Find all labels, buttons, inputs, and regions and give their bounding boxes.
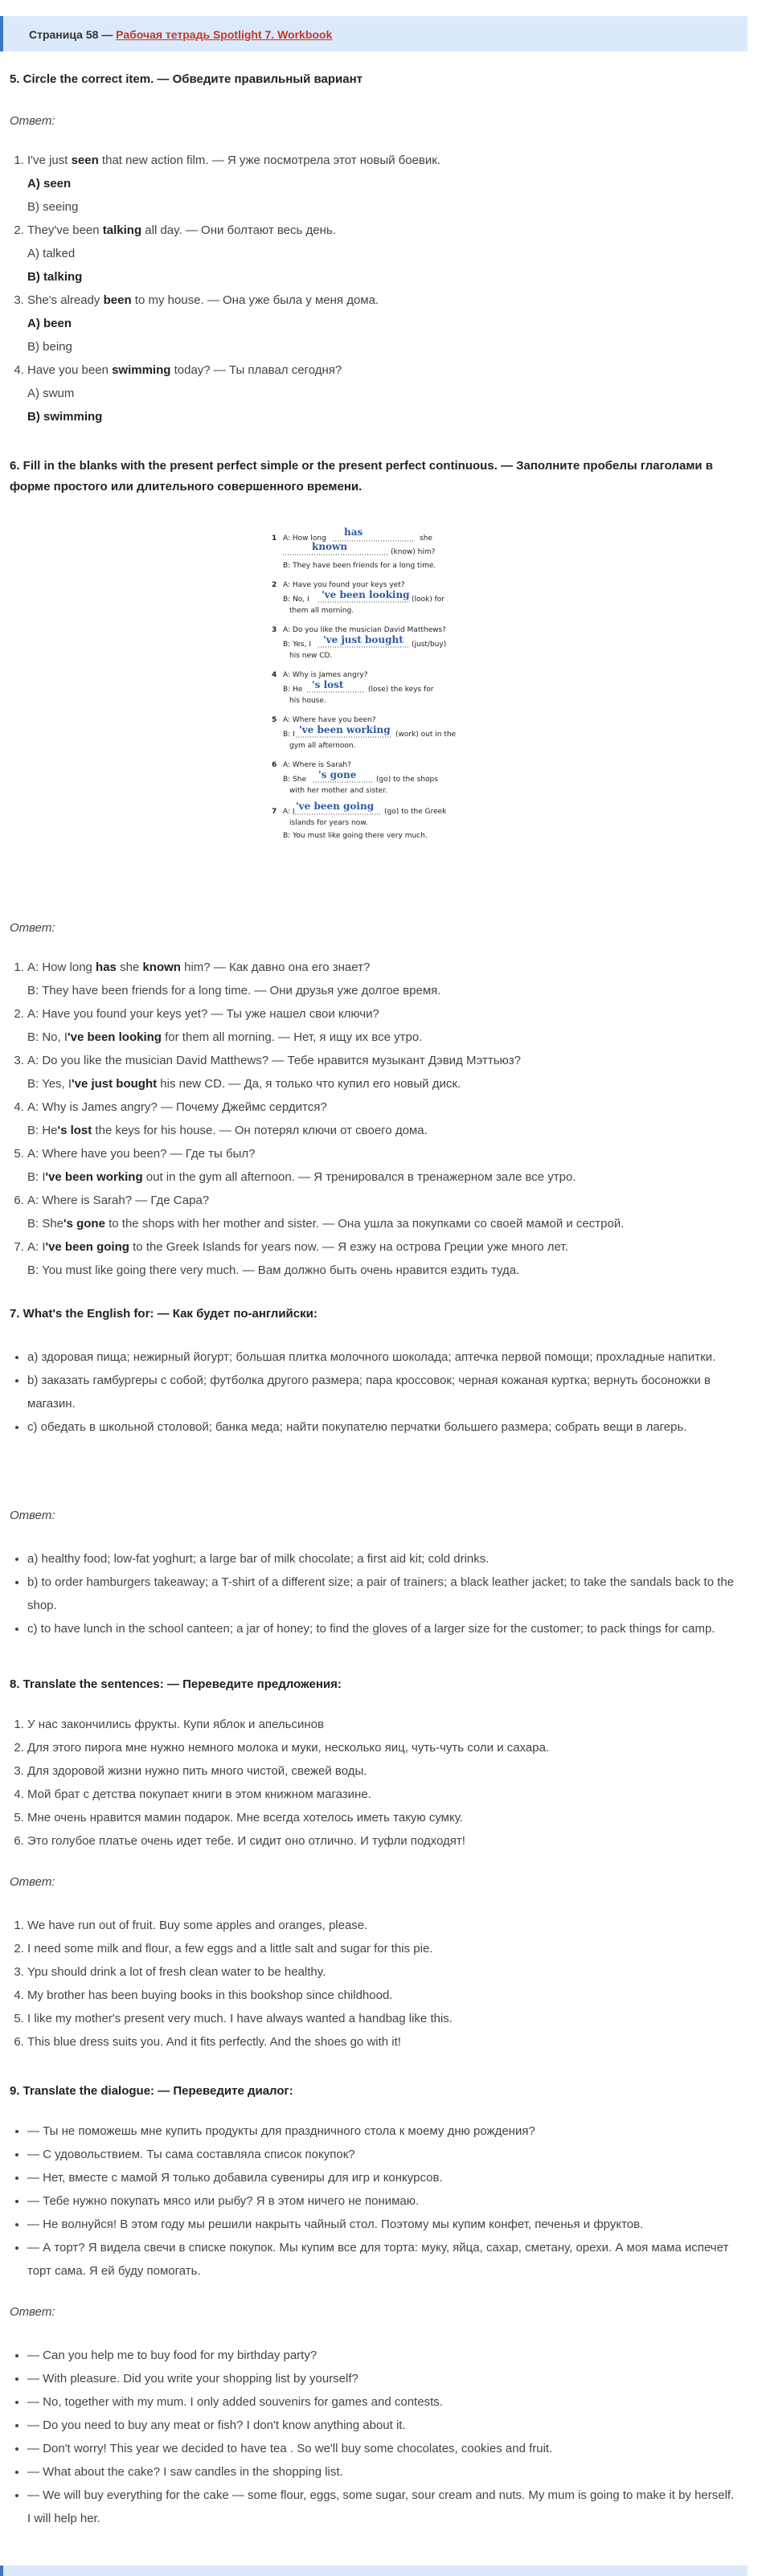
s6-item [27,1049,735,1096]
tb-num: 3 [272,626,277,634]
s6-text: to the shops with her mother and sister. — Она ушла за покупками со своей мамой и сестрой. [104,1217,625,1231]
tb-handwriting: 's lost [312,679,344,690]
tb-handwriting: 've been going [296,801,375,812]
tb-line: B: I [283,731,295,739]
s6-reply: B: They have been friends for a long time. — Они друзья уже долгое время. [27,984,441,997]
s8-question: 6. Это голубое платье очень идет тебе. И сидит оно отлично. И туфли подходят! [27,1829,735,1853]
s9-line: • — Ты не поможешь мне купить продукты для праздничного стола к моему дню рождения? [27,2119,735,2143]
tb-line: his house. [289,697,326,705]
s5-q-key: swimming [112,363,171,377]
tb-line: gym all afternoon. [289,742,356,750]
s6-text: for them all morning. — Нет, я ищу их все утро. [161,1030,423,1044]
s6-text: B: Yes, I [27,1077,72,1091]
s6-key: 's lost [57,1124,92,1137]
s6-text: A: Where have you been? — Где ты был? [27,1147,256,1161]
s5-q-text: to my house. — Она уже была у меня дома. [131,293,379,307]
s8-answer: 6. This blue dress suits you. And it fits perfectly. And the shoes go with it! [27,2030,735,2054]
tb-line: A: Have you found your keys yet? [283,581,405,589]
s6-text: him? — Как давно она его знает? [180,960,371,974]
s5-q-text: today? — Ты плавал сегодня? [170,363,342,377]
tb-line: B: They have been friends for a long time. [283,562,436,570]
s6-text: out in the gym all afternoon. — Я тренировался в тренажерном зале все утро. [142,1170,576,1184]
s6-text: A: Why is James angry? — Почему Джеймс сердится? [27,1100,327,1114]
s5-item [27,358,735,428]
s9-answer: • — Can you help me to buy food for my birthday party? [27,2344,735,2367]
tb-line: B: No, I [283,596,309,604]
tb-line: A: Do you like the musician David Matthews? [283,626,446,634]
s9-line: • — Не волнуйся! В этом году мы решили накрыть чайный стол. Поэтому мы купим конфет, печенья и фруктов. [27,2213,735,2236]
s9-answer: • — With pleasure. Did you write your shopping list by yourself? [27,2367,735,2390]
s8-question: 1. У нас закончились фрукты. Купи яблок и апельсинов [27,1713,735,1736]
tb-line: islands for years now. [289,819,368,827]
s6-text: B: He [27,1124,58,1137]
tb-line: with her mother and sister. [289,787,387,795]
header-row [29,28,332,41]
s5-q-text: that new action film. — Я уже посмотрела этот новый боевик. [98,154,441,167]
s5-list [27,149,735,428]
tb-line: (go) to the Greek [384,808,447,816]
s5-option: B) being [27,340,72,354]
s6-text: B: She [27,1217,64,1231]
s6-key: 've been working [45,1170,143,1184]
s9-line: • — Тебе нужно покупать мясо или рыбу? Я в этом ничего не понимаю. [27,2189,735,2213]
tb-num: 6 [272,761,277,769]
s7-question: • a) здоровая пища; нежирный йогурт; большая плитка молочного шоколада; аптечка первой помощи; прохладные напитки. [27,1345,735,1369]
tb-num: 4 [272,671,277,679]
s5-option: B) swimming [27,410,103,424]
tb-line: A: I [283,808,295,816]
s5-option: A) talked [27,247,76,260]
tb-handwriting: 's gone [318,769,357,780]
s8-question: 5. Мне очень нравится мамин подарок. Мне всегда хотелось иметь такую сумку. [27,1806,735,1829]
s9-answers [27,2344,735,2530]
s9-answer-label: Ответ: [10,2305,55,2319]
tb-handwriting: has [344,526,363,538]
s6-key: known [142,960,181,974]
s5-q-key: seen [71,154,99,167]
s7-answer: • c) to have lunch in the school canteen; a jar of honey; to find the gloves of a larger size for the customer; to pack things for camp. [27,1617,735,1640]
s6-reply [27,1026,735,1049]
tb-line: (know) him? [391,548,436,556]
s6-reply [27,1119,735,1142]
s5-option: B) talking [27,270,83,284]
tb-line: (look) for [412,596,444,604]
s6-text: A: Where is Sarah? — Где Сара? [27,1194,210,1207]
s7-answer: • a) healthy food; low-fat yoghurt; a large bar of milk chocolate; a first aid kit; cold drinks. [27,1547,735,1571]
tb-line: A: Why is James angry? [283,671,368,679]
s6-item [27,1002,735,1049]
s6-list [27,956,735,1282]
s6-key: 's gone [63,1217,105,1231]
tb-line: A: How long [283,534,326,543]
s6-text: A: Have you found your keys yet? — Ты уже нашел свои ключи? [27,1007,379,1021]
s6-text: she [116,960,143,974]
tb-line: B: She [283,776,307,784]
s6-text: B: I [27,1170,46,1184]
s6-reply [27,1165,735,1189]
s9-questions [27,2119,735,2283]
page-header [0,16,748,51]
tb-num: 1 [272,534,277,543]
tb-handwriting: 've been working [299,724,391,735]
s7-question: • b) заказать гамбургеры с собой; футболка другого размера; пара кроссовок; черная кожаная куртка; вернуть босоножки в магазин. [27,1369,735,1415]
s5-q-text: They've been [27,223,103,237]
tb-line: them all morning. [289,607,354,615]
s7-answer-label: Ответ: [10,1509,55,1522]
s8-answers [27,1914,735,2054]
s6-item [27,1096,735,1142]
s5-option: A) swum [27,387,75,400]
s5-q-key: been [103,293,132,307]
s8-question: 2. Для этого пирога мне нужно немного молока и муки, несколько яиц, чуть-чуть соли и сахара. [27,1736,735,1759]
tb-line: A: Where is Sarah? [283,761,351,769]
tb-handwriting: 've been looking [322,589,410,600]
s6-key: 've been looking [68,1030,162,1044]
s5-q-text: all day. — Они болтают весь день. [141,223,336,237]
s6-item [27,1142,735,1189]
s7-answers [27,1547,735,1640]
tb-line: (go) to the shops [376,776,438,784]
s6-text: A: How long [27,960,96,974]
s8-title: 8. Translate the sentences: — Переведите предложения: [10,1677,342,1691]
s8-answer: 2. I need some milk and flour, a few eggs and a little salt and sugar for this pie. [27,1937,735,1960]
s8-answer: 1. We have run out of fruit. Buy some apples and oranges, please. [27,1914,735,1937]
s9-title: 9. Translate the dialogue: — Переведите диалог: [10,2084,293,2098]
s5-answer-label: Ответ: [10,114,55,128]
s6-answer-label: Ответ: [10,921,55,935]
s6-item [27,1189,735,1235]
tb-line: B: Yes, I [283,641,311,649]
s7-questions [27,1345,735,1439]
s8-answer: 5. I like my mother's present very much. I have always wanted a handbag like this. [27,2007,735,2030]
tb-line: (just/buy) [412,641,447,649]
s5-title: 5. Circle the correct item. — Обведите правильный вариант [10,72,363,86]
s6-key: has [96,960,117,974]
s6-key: 've been going [45,1240,129,1254]
s6-reply [27,1212,735,1235]
tb-num: 7 [272,808,277,816]
s5-q-text: Have you been [27,363,113,377]
workbook-link[interactable]: Рабочая тетрадь Spotlight 7. Workbook [116,28,333,41]
s8-answer-label: Ответ: [10,1875,55,1889]
s6-text: to the Greek Islands for years now. — Я езжу на острова Греции уже много лет. [129,1240,568,1254]
tb-line: his new CD. [289,652,333,660]
s9-answer: • — What about the cake? I saw candles in the shopping list. [27,2460,735,2484]
tb-line: (lose) the keys for [368,686,434,694]
s5-q-text: I've just [27,154,72,167]
page-footer-bar [0,2566,748,2576]
s5-option: B) seeing [27,200,79,214]
s5-item [27,149,735,219]
tb-handwriting: 've just bought [323,634,404,645]
s9-answer: • — We will buy everything for the cake — some flour, eggs, some sugar, sour cream and nuts. My mum is going to make it by herself. I will help her. [27,2484,735,2530]
s5-item [27,289,735,358]
s7-question: • c) обедать в школьной столовой; банка меда; найти покупателю перчатки большего размера; собрать вещи в лагерь. [27,1415,735,1439]
s9-answer: • — No, together with my mum. I only added souvenirs for games and contests. [27,2390,735,2414]
tb-line: B: You must like going there very much. [283,832,428,840]
s5-option: A) seen [27,177,72,190]
s6-item [27,1235,735,1282]
s6-item [27,956,735,1002]
s6-text: his new CD. — Да, я только что купил его новый диск. [157,1077,461,1091]
s8-answer: 4. My brother has been buying books in this bookshop since childhood. [27,1984,735,2007]
s9-answer: • — Do you need to buy any meat or fish? I don't know anything about it. [27,2414,735,2437]
s6-key: 've just bought [72,1077,158,1091]
s6-reply: B: You must like going there very much. — Вам должно быть очень нравится ездить туда. [27,1263,520,1277]
tb-line: A: Where have you been? [283,716,376,724]
tb-num: 5 [272,716,277,724]
page-number-label: Страница 58 — [29,28,117,41]
s5-q-text: She's already [27,293,104,307]
s6-text: B: No, I [27,1030,68,1044]
textbook-exercise-image [270,524,482,892]
s5-item [27,219,735,289]
s6-text: the keys for his house. — Он потерял ключи от своего дома. [92,1124,428,1137]
s6-text: A: I [27,1240,46,1254]
s9-line: • — С удовольствием. Ты сама составляла список покупок? [27,2143,735,2166]
s7-title: 7. What's the English for: — Как будет по-английски: [10,1307,318,1321]
s6-text: A: Do you like the musician David Matthews? — Тебе нравится музыкант Дэвид Мэттьюз? [27,1054,521,1067]
tb-num: 2 [272,581,277,589]
tb-handwriting: known [312,541,348,552]
s8-question: 4. Мой брат с детства покупает книги в этом книжном магазине. [27,1783,735,1806]
s6-reply [27,1072,735,1096]
s9-answer: • — Don't worry! This year we decided to have tea . So we'll buy some chocolates, cookies and fruit. [27,2437,735,2460]
s9-line: • — А торт? Я видела свечи в списке покупок. Мы купим все для торта: муку, яйца, сахар, сметану, орехи. А моя мама испечет торт сама. Я ей буду помогать. [27,2236,735,2283]
s5-option: A) been [27,317,72,330]
tb-line: B: He [283,686,303,694]
s8-answer: 3. Ypu should drink a lot of fresh clean water to be healthy. [27,1960,735,1984]
s8-question: 3. Для здоровой жизни нужно пить много чистой, свежей воды. [27,1759,735,1783]
s6-title: 6. Fill in the blanks with the present perfect simple or the present perfect continuous. — Заполните пробелы глаголами в форме простого или длительного совершенного времени. [10,459,714,493]
s5-q-key: talking [102,223,142,237]
tb-line: she [420,534,432,543]
s8-questions [27,1713,735,1853]
s9-line: • — Нет, вместе с мамой Я только добавила сувениры для игр и конкурсов. [27,2166,735,2189]
s7-answer: • b) to order hamburgers takeaway; a T-shirt of a different size; a pair of trainers; a black leather jacket; to take the sandals back to the shop. [27,1571,735,1617]
tb-line: (work) out in the [395,731,457,739]
